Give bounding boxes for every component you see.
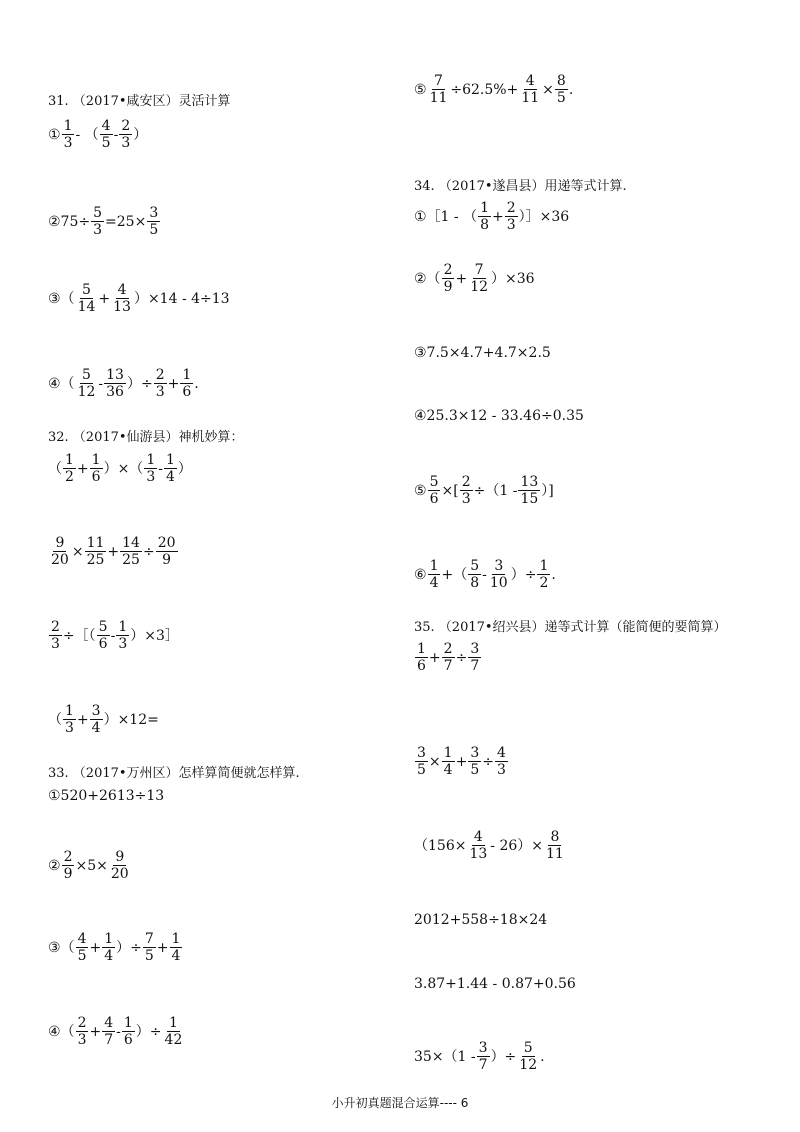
expression-text: + <box>89 1023 102 1040</box>
fraction-numerator: 14 <box>122 535 140 551</box>
fraction-numerator: 1 <box>480 200 490 216</box>
fraction-denominator: 5 <box>101 135 111 151</box>
fraction <box>63 452 76 485</box>
fraction-denominator: 8 <box>470 575 480 591</box>
fraction <box>143 931 156 964</box>
fraction-denominator: 7 <box>104 1032 114 1048</box>
expression-text: ）÷ <box>510 566 537 583</box>
fraction-denominator: 3 <box>65 720 74 736</box>
page-footer: 小升初真题混合运算---- 6 <box>331 1096 469 1110</box>
q35-item-2 <box>414 745 509 778</box>
fraction <box>91 205 104 238</box>
expression-text: ① <box>48 126 61 143</box>
fraction <box>555 73 568 106</box>
expression-text: ÷［（ <box>62 627 96 644</box>
expression-text: ②75÷ <box>48 213 91 230</box>
fraction-denominator: 15 <box>520 491 539 507</box>
fraction-denominator: 20 <box>51 552 69 568</box>
fraction-numerator: 2 <box>121 118 131 134</box>
fraction <box>90 703 103 736</box>
fraction-denominator: 4 <box>443 762 453 778</box>
fraction-numerator: 5 <box>470 558 480 574</box>
expression-text: ）÷ <box>116 939 142 956</box>
fraction-numerator: 1 <box>171 931 181 947</box>
q33-item-3 <box>48 931 183 964</box>
expression-text: + <box>167 375 180 392</box>
fraction-numerator: 1 <box>118 619 128 635</box>
fraction-numerator: 1 <box>65 452 74 468</box>
expression-text: ）×36 <box>491 270 535 287</box>
expression-text: . <box>551 566 556 583</box>
expression-text: + <box>455 270 468 287</box>
fraction-numerator: 2 <box>506 200 516 216</box>
q31-item-3 <box>48 282 230 315</box>
expression-text: × <box>542 81 554 98</box>
fraction <box>170 931 183 964</box>
fraction-numerator: 1 <box>443 745 453 761</box>
q33-item-5 <box>414 73 573 106</box>
fraction <box>442 262 455 295</box>
fraction-numerator: 5 <box>523 1040 533 1056</box>
expression-text: ③7.5×4.7+4.7×2.5 <box>414 345 551 361</box>
expression-text: - <box>113 126 119 143</box>
expression-text: + <box>76 711 89 728</box>
fraction-denominator: 2 <box>539 575 549 591</box>
expression-text: + <box>89 939 102 956</box>
fraction <box>120 535 142 568</box>
fraction <box>76 282 98 315</box>
fraction <box>468 558 481 591</box>
expression-text: （156× <box>414 837 467 854</box>
expression-text: ÷（1 - <box>473 482 518 499</box>
fraction-denominator: 3 <box>63 135 73 151</box>
fraction-numerator: 7 <box>474 262 484 278</box>
fraction-numerator: 9 <box>115 849 125 865</box>
fraction <box>505 200 518 233</box>
fraction-numerator: 5 <box>429 474 439 490</box>
fraction <box>100 118 113 151</box>
fraction-denominator: 11 <box>521 90 540 106</box>
fraction-numerator: 1 <box>182 367 192 383</box>
expression-text: 35×（1 - <box>414 1048 476 1065</box>
expression-text: - <box>110 627 116 644</box>
expression-text: ÷ <box>142 543 155 560</box>
fraction <box>517 1040 539 1073</box>
expression-text: （ <box>48 711 62 728</box>
fraction <box>122 1015 135 1048</box>
expression-text: ）÷ <box>126 375 153 392</box>
fraction-denominator: 3 <box>77 1032 87 1048</box>
question-33-heading: 33. （2017•万州区）怎样算简便就怎样算. <box>48 766 300 781</box>
fraction <box>49 535 71 568</box>
question-31-heading: 31. （2017•咸安区）灵活计算 <box>48 94 231 109</box>
expression-text: + <box>98 290 111 307</box>
fraction <box>97 619 110 652</box>
fraction-denominator: 3 <box>155 384 165 400</box>
fraction <box>104 367 126 400</box>
fraction-numerator: 4 <box>104 1015 114 1031</box>
fraction-numerator: 2 <box>77 1015 87 1031</box>
fraction-numerator: 3 <box>91 703 101 719</box>
q32-item-4 <box>48 703 159 736</box>
fraction <box>63 703 76 736</box>
expression-text: - （ <box>75 126 99 143</box>
fraction-denominator: 12 <box>470 279 489 295</box>
fraction-denominator: 6 <box>182 384 192 400</box>
expression-text: + <box>107 543 120 560</box>
expression-text: ）］×36 <box>518 208 570 225</box>
fraction-denominator: 7 <box>470 658 480 674</box>
expression-text: ④（ <box>48 1023 75 1040</box>
fraction-denominator: 5 <box>556 90 566 106</box>
fraction-numerator: 3 <box>470 641 480 657</box>
fraction-numerator: 1 <box>165 452 175 468</box>
fraction-numerator: 1 <box>91 452 101 468</box>
fraction-numerator: 4 <box>496 745 506 761</box>
expression-text: ÷ <box>455 649 468 666</box>
expression-text: . <box>194 375 199 392</box>
question-32-heading: 32. （2017•仙游县）神机妙算： <box>48 430 244 445</box>
expression-text: +（ <box>441 566 468 583</box>
fraction-numerator: 1 <box>417 641 426 657</box>
fraction-numerator: 8 <box>556 73 566 89</box>
fraction-numerator: 3 <box>478 1040 488 1056</box>
expression-text: ×[ <box>441 482 459 499</box>
fraction-numerator: 2 <box>461 474 471 490</box>
expression-text: ×5× <box>75 857 108 874</box>
fraction-denominator: 12 <box>77 384 96 400</box>
fraction <box>116 619 129 652</box>
q32-item-1 <box>48 452 192 485</box>
fraction-denominator: 4 <box>104 948 114 964</box>
fraction <box>537 558 550 591</box>
fraction <box>111 282 133 315</box>
expression-text: ⑥ <box>414 566 427 583</box>
fraction-numerator: 13 <box>106 367 124 383</box>
fraction-denominator: 8 <box>480 217 490 233</box>
fraction-denominator: 4 <box>91 720 101 736</box>
fraction <box>154 367 167 400</box>
fraction-numerator: 3 <box>494 558 504 574</box>
fraction-denominator: 3 <box>146 469 156 485</box>
q33-item-4 <box>48 1015 185 1048</box>
fraction-denominator: 6 <box>98 636 108 652</box>
expression-text: =25× <box>105 213 147 230</box>
q34-item-6 <box>414 558 556 591</box>
expression-text: 3.87+1.44 - 0.87+0.56 <box>414 976 576 992</box>
fraction-denominator: 3 <box>461 491 471 507</box>
q33-item-1 <box>48 788 164 804</box>
fraction <box>544 829 566 862</box>
fraction <box>85 535 107 568</box>
fraction <box>180 367 193 400</box>
fraction <box>495 745 508 778</box>
fraction-denominator: 6 <box>123 1032 133 1048</box>
fraction-denominator: 6 <box>417 658 426 674</box>
expression-text: ③（ <box>48 290 75 307</box>
fraction-denominator: 13 <box>469 846 488 862</box>
fraction <box>468 745 481 778</box>
fraction <box>477 1040 490 1073</box>
fraction-numerator: 1 <box>104 931 114 947</box>
fraction-numerator: 2 <box>51 619 60 635</box>
expression-text: - <box>158 460 163 477</box>
fraction-denominator: 9 <box>63 866 73 882</box>
q35-item-6 <box>414 1040 545 1073</box>
q34-item-2 <box>414 262 535 295</box>
fraction <box>415 641 428 674</box>
q34-item-4 <box>414 408 584 424</box>
fraction-numerator: 4 <box>525 73 535 89</box>
expression-text: ）×14 - 4÷13 <box>133 290 230 307</box>
fraction <box>62 118 75 151</box>
fraction-denominator: 5 <box>149 222 159 238</box>
expression-text: . <box>568 81 574 98</box>
fraction-denominator: 25 <box>86 552 105 568</box>
fraction <box>163 1015 185 1048</box>
fraction <box>442 641 455 674</box>
fraction-numerator: 1 <box>65 703 74 719</box>
fraction-numerator: 11 <box>86 535 105 551</box>
expression-text: ①520+2613÷13 <box>48 788 165 804</box>
fraction-numerator: 1 <box>123 1015 133 1031</box>
fraction <box>147 205 160 238</box>
expression-text: + <box>76 460 89 477</box>
q31-item-1 <box>48 118 147 151</box>
fraction-denominator: 6 <box>429 491 439 507</box>
fraction-numerator: 4 <box>77 931 87 947</box>
expression-text: ①［1 - （ <box>414 208 478 225</box>
expression-text: ④（ <box>48 375 75 392</box>
expression-text: ④25.3×12 - 33.46÷0.35 <box>414 408 584 424</box>
expression-text: - 26）× <box>490 837 544 854</box>
expression-text: . <box>540 1048 545 1065</box>
expression-text: - <box>116 1023 121 1040</box>
fraction-denominator: 20 <box>110 866 129 882</box>
q32-item-2 <box>48 535 179 568</box>
fraction-denominator: 13 <box>113 299 131 315</box>
left-column <box>0 0 390 1132</box>
fraction-numerator: 5 <box>82 367 91 383</box>
fraction-numerator: 1 <box>168 1015 178 1031</box>
fraction-numerator: 8 <box>550 829 560 845</box>
fraction-denominator: 2 <box>65 469 74 485</box>
fraction-denominator: 5 <box>470 762 480 778</box>
fraction-numerator: 4 <box>101 118 111 134</box>
fraction-numerator: 4 <box>473 829 483 845</box>
fraction-denominator: 11 <box>429 90 448 106</box>
fraction-denominator: 9 <box>443 279 453 295</box>
fraction-denominator: 10 <box>489 575 508 591</box>
expression-text: ） <box>177 460 192 477</box>
fraction-denominator: 36 <box>106 384 124 400</box>
fraction-denominator: 7 <box>443 658 453 674</box>
fraction <box>428 474 441 507</box>
q35-item-1 <box>414 641 482 674</box>
fraction <box>102 1015 115 1048</box>
fraction-denominator: 5 <box>417 762 426 778</box>
fraction-denominator: 3 <box>121 135 131 151</box>
fraction-denominator: 4 <box>429 575 439 591</box>
fraction <box>144 452 157 485</box>
fraction <box>467 829 489 862</box>
fraction-numerator: 7 <box>434 73 443 89</box>
q35-item-5 <box>414 976 576 992</box>
fraction-denominator: 9 <box>162 552 172 568</box>
fraction-denominator: 3 <box>93 222 103 238</box>
expression-text: ）] <box>541 482 554 499</box>
fraction-numerator: 3 <box>149 205 159 221</box>
fraction-numerator: 5 <box>98 619 108 635</box>
fraction <box>468 641 481 674</box>
expression-text: ）÷ <box>135 1023 162 1040</box>
fraction-denominator: 12 <box>519 1057 538 1073</box>
fraction <box>428 73 450 106</box>
expression-text: ）×3］ <box>130 627 179 644</box>
q31-item-2 <box>48 205 161 238</box>
fraction-denominator: 42 <box>164 1032 183 1048</box>
expression-text: + <box>428 649 441 666</box>
q35-item-4 <box>414 912 547 928</box>
fraction-denominator: 4 <box>171 948 181 964</box>
expression-text: ） <box>133 126 148 143</box>
fraction-denominator: 3 <box>51 636 60 652</box>
expression-text: ）×12= <box>103 711 159 728</box>
fraction-numerator: 1 <box>539 558 549 574</box>
question-35-heading: 35. （2017•绍兴县）递等式计算（能简便的要简算） <box>414 620 727 635</box>
fraction-denominator: 3 <box>118 636 128 652</box>
expression-text: - <box>482 566 487 583</box>
fraction-numerator: 20 <box>157 535 176 551</box>
fraction <box>478 200 491 233</box>
fraction-numerator: 2 <box>63 849 73 865</box>
q34-item-3 <box>414 345 551 361</box>
fraction <box>156 535 178 568</box>
q33-item-2 <box>48 849 132 882</box>
expression-text: × <box>71 543 84 560</box>
fraction-numerator: 13 <box>520 474 539 490</box>
expression-text: （ <box>48 460 62 477</box>
fraction-denominator: 5 <box>144 948 154 964</box>
fraction-numerator: 1 <box>429 558 439 574</box>
fraction-numerator: 9 <box>55 535 65 551</box>
expression-text: + <box>156 939 169 956</box>
fraction-denominator: 5 <box>77 948 87 964</box>
fraction <box>76 1015 89 1048</box>
expression-text: ②（ <box>414 270 441 287</box>
fraction <box>428 558 441 591</box>
fraction <box>102 931 115 964</box>
right-column <box>400 0 790 1132</box>
fraction <box>442 745 455 778</box>
fraction-numerator: 1 <box>63 118 73 134</box>
fraction <box>76 367 98 400</box>
fraction <box>90 452 103 485</box>
fraction-denominator: 4 <box>165 469 175 485</box>
expression-text: ③（ <box>48 939 75 956</box>
fraction-numerator: 3 <box>417 745 426 761</box>
q34-item-1 <box>414 200 569 233</box>
fraction <box>119 118 132 151</box>
fraction-numerator: 2 <box>155 367 165 383</box>
fraction <box>460 474 473 507</box>
fraction <box>76 931 89 964</box>
expression-text: + <box>455 753 468 770</box>
fraction <box>519 73 541 106</box>
fraction-numerator: 5 <box>93 205 103 221</box>
fraction <box>49 619 62 652</box>
expression-text: × <box>428 753 441 770</box>
fraction <box>62 849 75 882</box>
fraction-numerator: 2 <box>443 641 453 657</box>
fraction-denominator: 14 <box>77 299 96 315</box>
expression-text: 2012+558÷18×24 <box>414 912 548 928</box>
fraction-numerator: 1 <box>146 452 156 468</box>
fraction <box>488 558 510 591</box>
expression-text: + <box>492 208 504 225</box>
fraction <box>164 452 177 485</box>
fraction <box>518 474 540 507</box>
fraction-numerator: 7 <box>144 931 154 947</box>
fraction-denominator: 6 <box>91 469 101 485</box>
fraction <box>109 849 131 882</box>
expression-text: ② <box>48 857 61 874</box>
fraction <box>468 262 490 295</box>
expression-text: ÷62.5%+ <box>450 81 519 98</box>
expression-text: ）÷ <box>490 1048 517 1065</box>
fraction-numerator: 2 <box>443 262 453 278</box>
question-34-heading: 34. （2017•遂昌县）用递等式计算. <box>414 179 627 194</box>
fraction-denominator: 7 <box>478 1057 488 1073</box>
fraction-numerator: 5 <box>82 282 91 298</box>
q31-item-4 <box>48 367 199 400</box>
q34-item-5 <box>414 474 554 507</box>
expression-text: ⑤ <box>414 482 427 499</box>
expression-text: - <box>98 375 104 392</box>
fraction-denominator: 3 <box>496 762 506 778</box>
fraction-numerator: 3 <box>470 745 480 761</box>
fraction <box>415 745 428 778</box>
expression-text: ）×（ <box>103 460 144 477</box>
fraction-numerator: 4 <box>117 282 127 298</box>
q35-item-3 <box>414 829 567 862</box>
q32-item-3 <box>48 619 179 652</box>
fraction-denominator: 25 <box>122 552 140 568</box>
expression-text: ÷ <box>482 753 494 770</box>
fraction-denominator: 3 <box>506 217 516 233</box>
fraction-denominator: 11 <box>546 846 564 862</box>
expression-text: ⑤ <box>414 81 427 98</box>
